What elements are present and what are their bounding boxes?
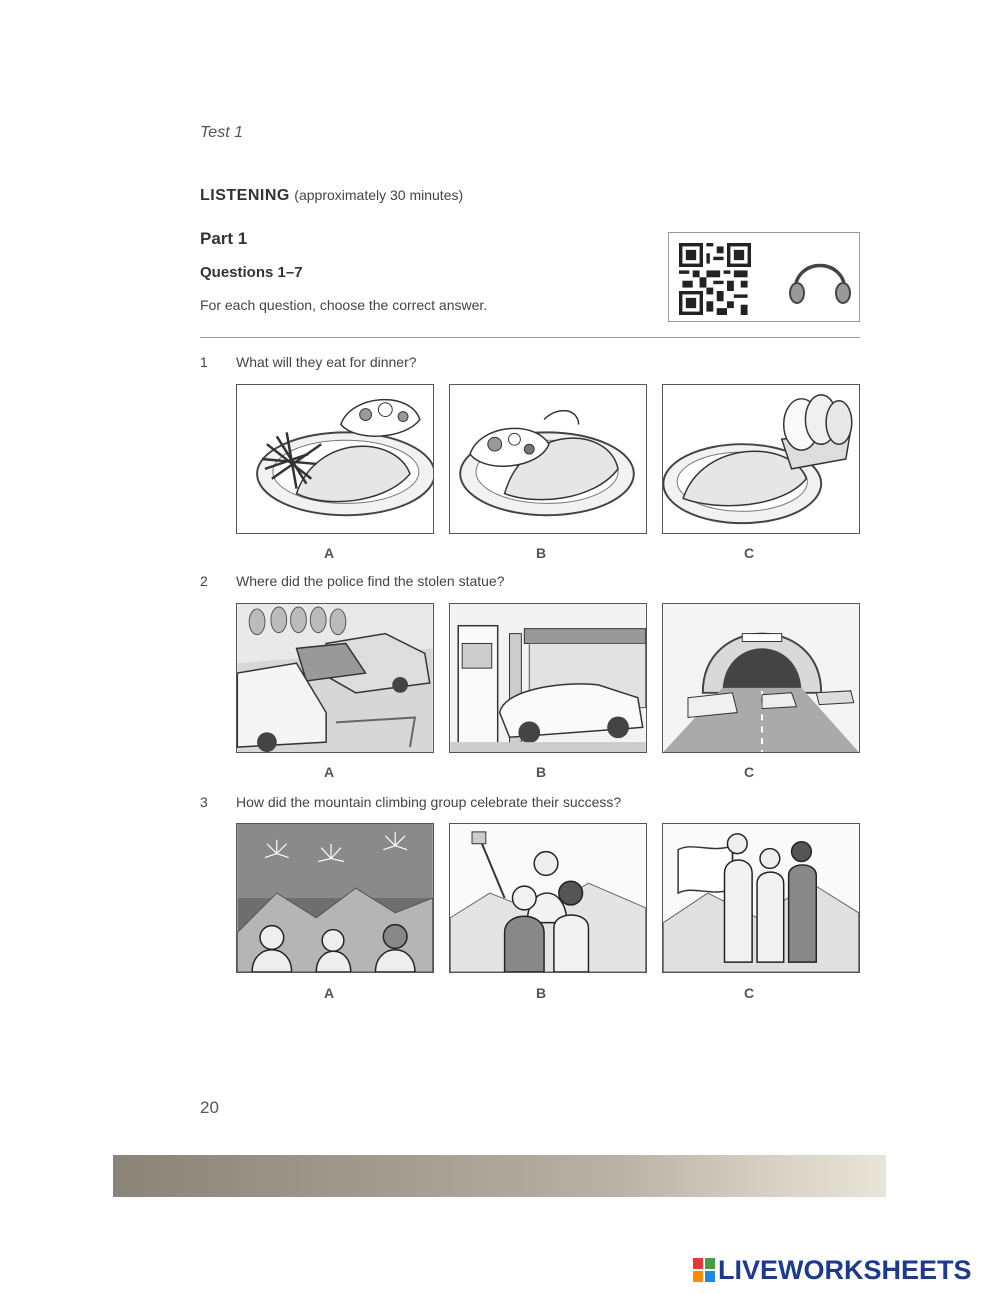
option-picture-selfie[interactable] bbox=[449, 823, 647, 973]
section-heading bbox=[200, 187, 463, 205]
section-subtitle: (approximately 30 minutes) bbox=[294, 187, 464, 203]
question-text: Where did the police find the stolen statue? bbox=[236, 573, 505, 589]
option-label-a: A bbox=[323, 545, 335, 561]
option-picture-omelette-chips-salad[interactable] bbox=[236, 384, 434, 534]
option-label-b: B bbox=[535, 545, 547, 561]
option-label-c: C bbox=[743, 985, 755, 1001]
question-number: 1 bbox=[200, 354, 208, 370]
option-picture-tunnel[interactable] bbox=[662, 603, 860, 753]
logo-blocks-icon bbox=[693, 1258, 715, 1282]
option-label-c: C bbox=[743, 764, 755, 780]
liveworksheets-logo[interactable] bbox=[693, 1255, 972, 1285]
qr-code-icon[interactable] bbox=[679, 243, 751, 315]
option-label-a: A bbox=[323, 764, 335, 780]
question-number: 2 bbox=[200, 573, 208, 589]
section-title: LISTENING bbox=[200, 187, 290, 204]
part-title: Part 1 bbox=[200, 229, 248, 248]
option-picture-omelette-bread[interactable] bbox=[662, 384, 860, 534]
brand-text: LIVEWORKSHEETS bbox=[718, 1254, 972, 1285]
page-number: 20 bbox=[200, 1098, 219, 1117]
option-picture-flag[interactable] bbox=[662, 823, 860, 973]
option-label-b: B bbox=[535, 764, 547, 780]
footer-bar bbox=[113, 1155, 886, 1197]
header-divider bbox=[200, 337, 860, 338]
question-text: What will they eat for dinner? bbox=[236, 354, 417, 370]
question-number: 3 bbox=[200, 794, 208, 810]
option-picture-fireworks[interactable] bbox=[236, 823, 434, 973]
option-label-c: C bbox=[743, 545, 755, 561]
test-label: Test 1 bbox=[200, 124, 243, 141]
questions-range: Questions 1–7 bbox=[200, 264, 303, 281]
option-label-b: B bbox=[535, 985, 547, 1001]
headphones-icon[interactable] bbox=[785, 247, 855, 307]
instruction-text: For each question, choose the correct answer. bbox=[200, 297, 488, 313]
audio-box bbox=[668, 232, 860, 322]
option-label-a: A bbox=[323, 985, 335, 1001]
option-picture-car-park[interactable] bbox=[236, 603, 434, 753]
option-picture-petrol-station[interactable] bbox=[449, 603, 647, 753]
question-text: How did the mountain climbing group celebrate their success? bbox=[236, 794, 622, 810]
option-picture-omelette-salad[interactable] bbox=[449, 384, 647, 534]
